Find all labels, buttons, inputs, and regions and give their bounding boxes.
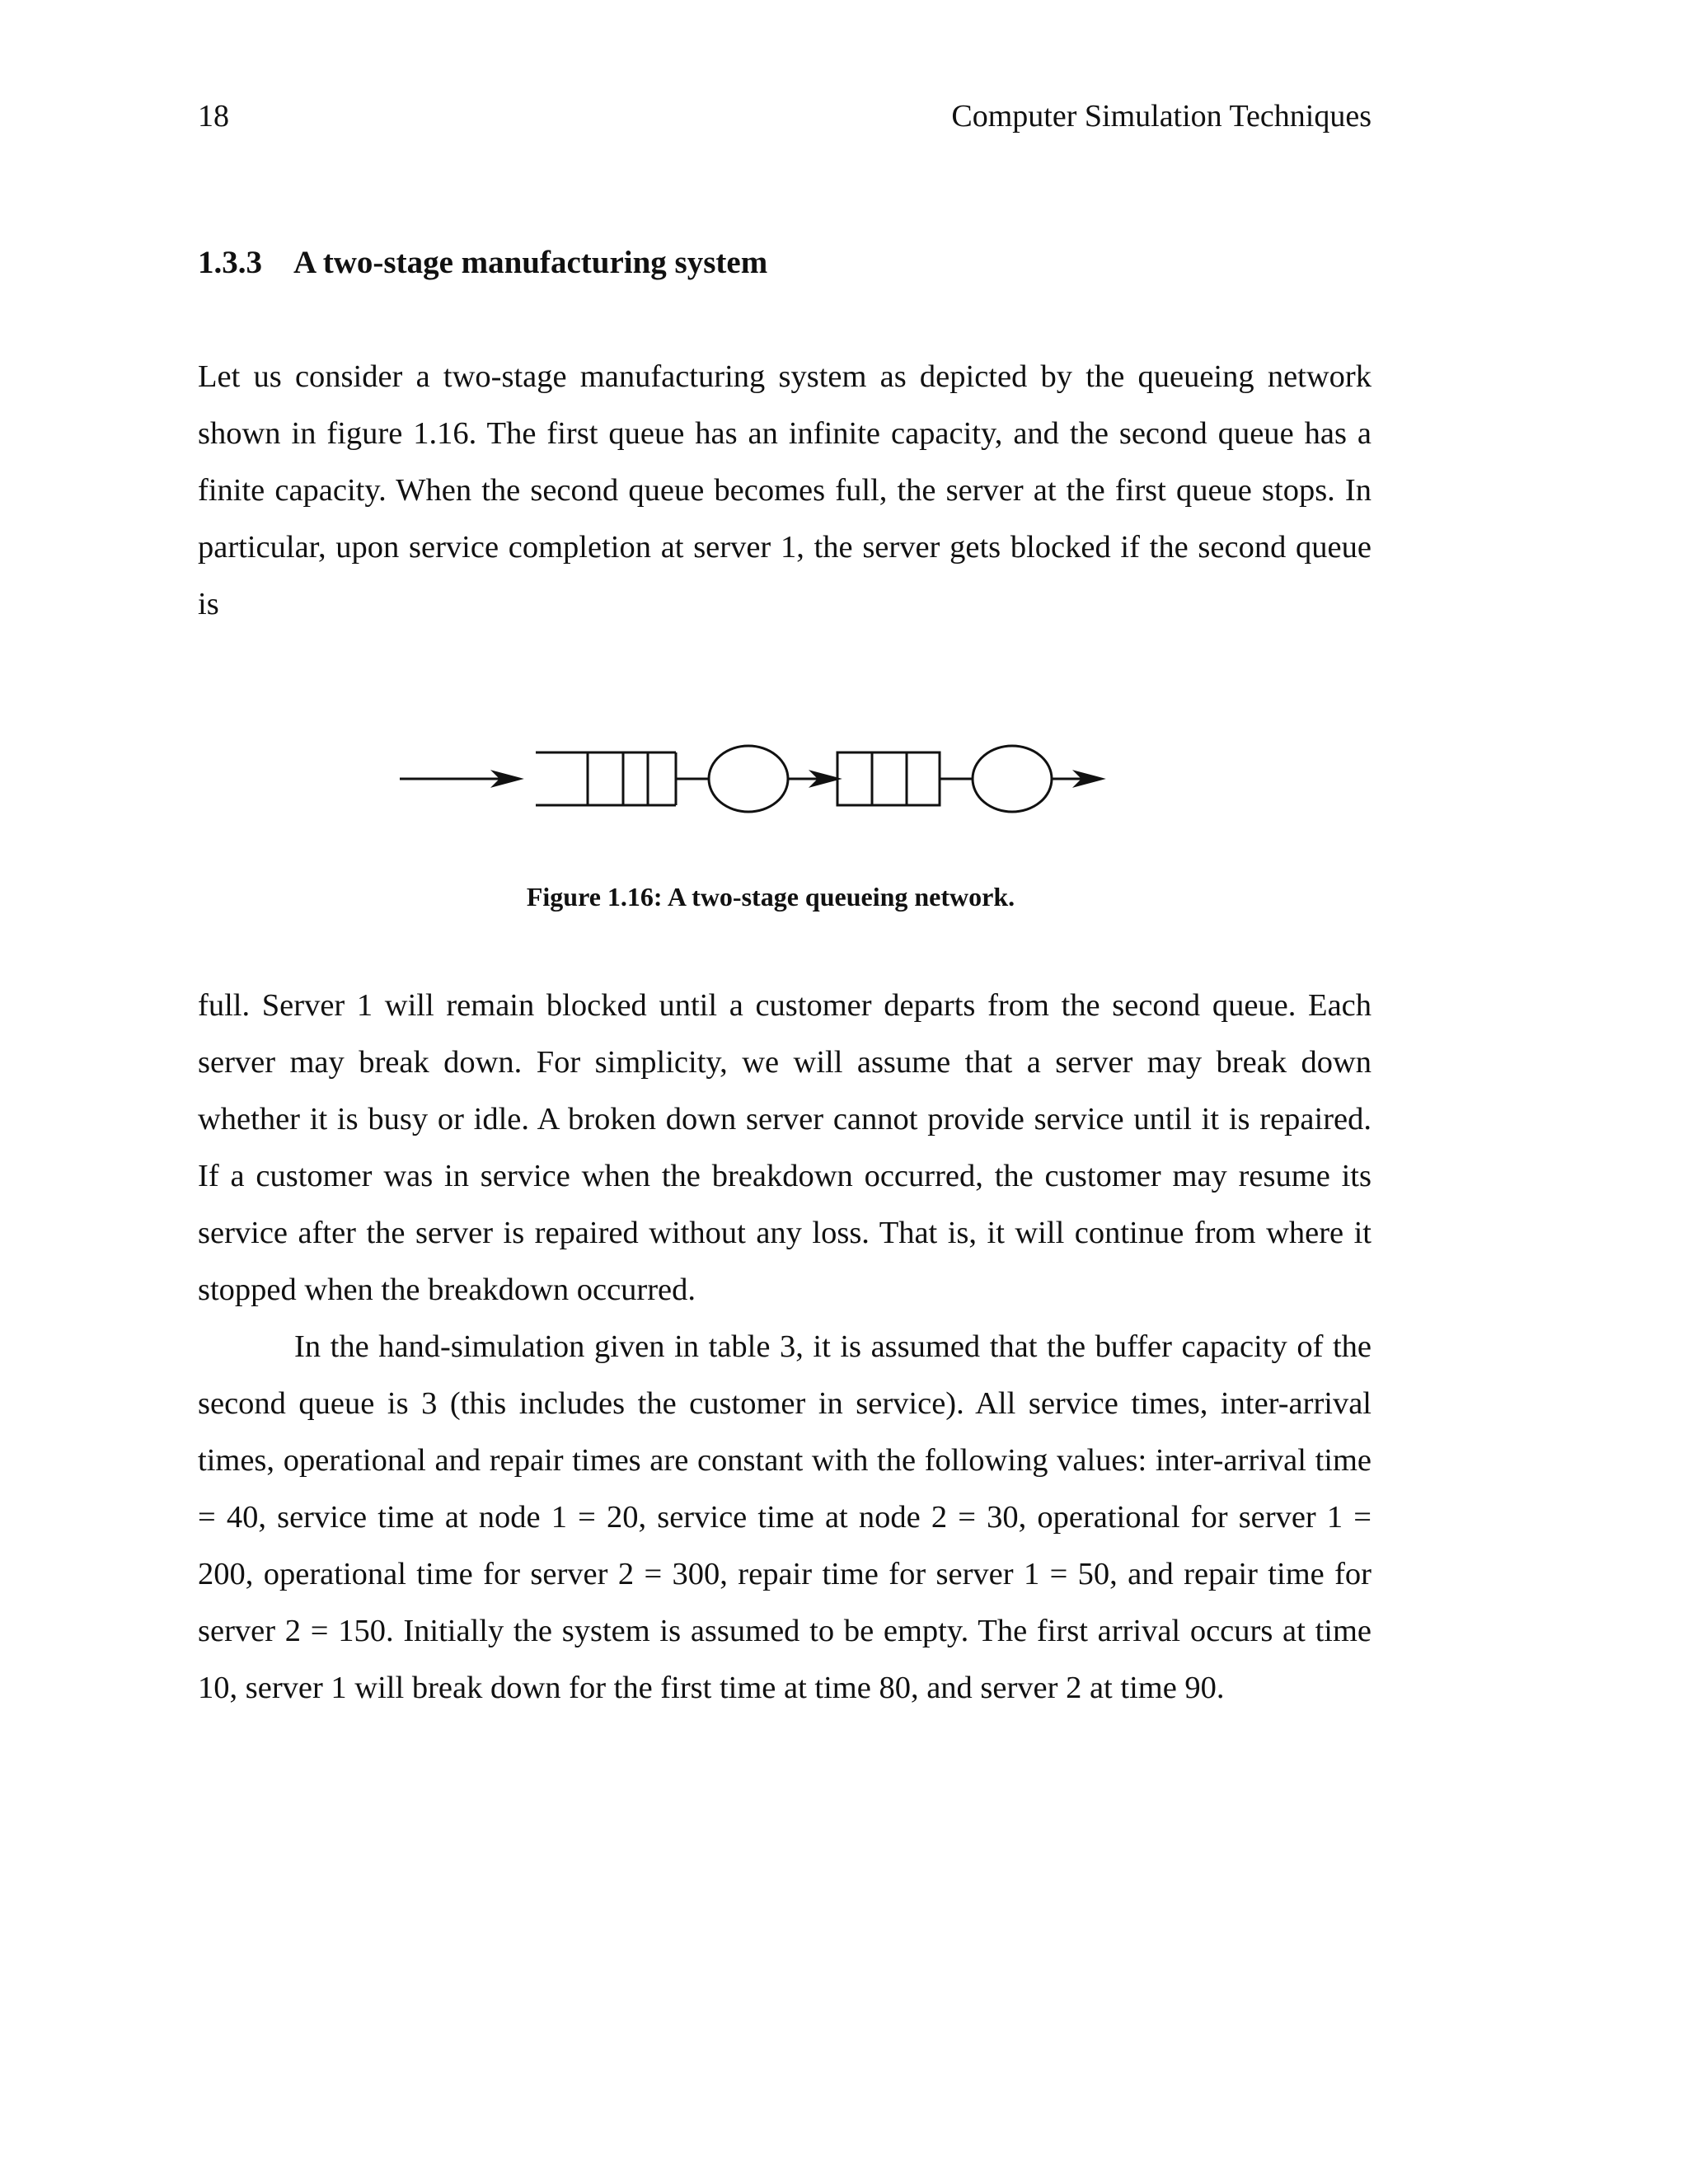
section-heading — [198, 241, 1372, 285]
paragraph-hand-simulation: In the hand-simulation given in table 3, it is assumed that the buffer capacity of the second queue is 3 (this includes the customer in service). All service times, inter-arrival times, operational and repair times are constant with the following values: inter-arrival time = 40, service time at node 1 = 20, service time at node 2 = 30, operational for server 1 = 200, operational time for server 2 = 300, repair time for server 1 = 50, and repair time for server 2 = 150. Initially the system is assumed to be empty. The first arrival occurs at time 10, server 1 will break down for the first time at time 80, and server 2 at time 90. — [198, 1329, 1372, 1705]
body-text-bottom — [198, 977, 1372, 1717]
page-number: 18 — [198, 99, 229, 134]
paragraph-continuation: full. Server 1 will remain blocked until a customer departs from the second queue. Each server may break down. For simplicity, we will assume that a server may break down whether it is busy or idle. A broken down server cannot provide service until it is repaired. If a customer was in service when the breakdown occurred, the customer may resume its service after the server is repaired without any loss. That is, it will continue from where it stopped when the breakdown occurred. — [198, 988, 1372, 1307]
running-title: Computer Simulation Techniques — [951, 99, 1372, 134]
paragraph-intro: Let us consider a two-stage manufacturing system as depicted by the queueing network shown in figure 1.16. The first queue has an infinite capacity, and the second queue has a finite capacity. When the second queue becomes full, the server at the first queue stops. In particular, upon service completion at server 1, the server gets blocked if the second queue is — [198, 359, 1372, 621]
section-number: 1.3.3 — [198, 245, 262, 280]
section-title: A two-stage manufacturing system — [293, 245, 768, 280]
body-text-top — [198, 349, 1372, 633]
figure-caption: Figure 1.16: A two-stage queueing network. — [526, 882, 1015, 912]
page-header — [198, 96, 1372, 137]
queue-2 — [837, 752, 940, 805]
server-1 — [709, 746, 788, 812]
server-2 — [973, 746, 1052, 812]
queueing-network-diagram — [387, 729, 1195, 837]
queue-1 — [536, 752, 676, 805]
queueing-network-figure — [387, 729, 1195, 837]
